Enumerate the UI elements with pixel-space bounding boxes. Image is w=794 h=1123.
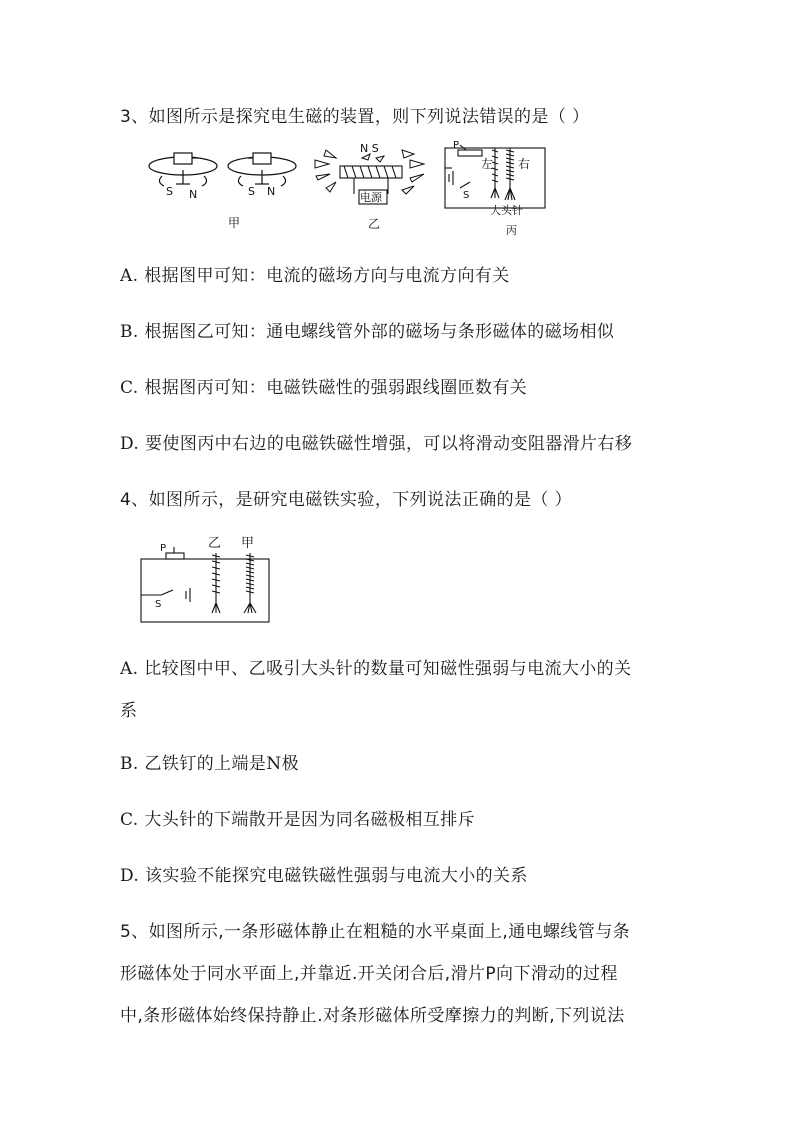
- q3-figure-svg: [140, 138, 550, 238]
- q4-option-a-line1: A. 比较图中甲、乙吸引大头针的数量可知磁性强弱与电流大小的关: [120, 659, 632, 679]
- jia-compass-right-n: N: [267, 185, 276, 198]
- q5-line-2: 形磁体处于同水平面上,并靠近.开关闭合后,滑片P向下滑动的过程: [120, 964, 618, 984]
- jia-compass-left-n: N: [189, 188, 198, 201]
- q4-option-a-line2: 系: [120, 701, 138, 721]
- jia-compass-left-s: S: [166, 185, 173, 198]
- yi-caption: 乙: [368, 217, 381, 231]
- jia-apparatus-right: [228, 153, 296, 186]
- q4-option-d: D. 该实验不能探究电磁铁磁性强弱与电流大小的关系: [120, 866, 528, 886]
- yi-poles-label: N S: [360, 142, 379, 155]
- q3-figure: [140, 138, 550, 242]
- q4-option-c: C. 大头针的下端散开是因为同名磁极相互排斥: [120, 810, 476, 830]
- q4-stem: 4、如图所示，是研究电磁铁实验，下列说法正确的是（ ）: [120, 490, 573, 510]
- q4-circuit: [141, 547, 269, 622]
- q3-stem: 3、如图所示是探究电生磁的装置，则下列说法错误的是（ ）: [120, 107, 590, 127]
- q4-yi-label: 乙: [208, 536, 222, 551]
- q3-option-d: D. 要使图丙中右边的电磁铁磁性增强，可以将滑动变阻器滑片右移: [120, 434, 633, 454]
- q3-option-a: A. 根据图甲可知：电流的磁场方向与电流方向有关: [120, 266, 510, 286]
- bing-s-label: S: [463, 190, 470, 201]
- bing-pins-label: 大头针: [490, 204, 523, 217]
- q4-jia-label: 甲: [241, 536, 255, 551]
- q4-p-label: P: [160, 543, 167, 554]
- jia-compass-right-s: S: [248, 185, 255, 198]
- q4-option-b: B. 乙铁钉的上端是N极: [120, 754, 299, 774]
- q5-line-1: 5、如图所示,一条形磁体静止在粗糙的水平桌面上,通电螺线管与条: [120, 922, 631, 942]
- jia-apparatus-left: [149, 153, 217, 186]
- bing-circuit: [445, 145, 545, 208]
- bing-caption: 丙: [506, 224, 517, 237]
- q5-line-3: 中,条形磁体始终保持静止.对条形磁体所受摩擦力的判断,下列说法: [120, 1006, 625, 1026]
- yi-power-label: 电源: [360, 191, 382, 204]
- jia-caption: 甲: [228, 216, 241, 230]
- bing-right-label: 右: [518, 157, 531, 171]
- q4-figure-svg: [138, 535, 273, 627]
- bing-p-label: P: [453, 140, 460, 151]
- q4-s-label: S: [155, 599, 162, 610]
- q3-option-b: B. 根据图乙可知：通电螺线管外部的磁场与条形磁体的磁场相似: [120, 322, 615, 342]
- q4-figure: [138, 535, 273, 631]
- q3-option-c: C. 根据图丙可知：电磁铁磁性的强弱跟线圈匝数有关: [120, 378, 528, 398]
- bing-left-label: 左: [481, 157, 494, 171]
